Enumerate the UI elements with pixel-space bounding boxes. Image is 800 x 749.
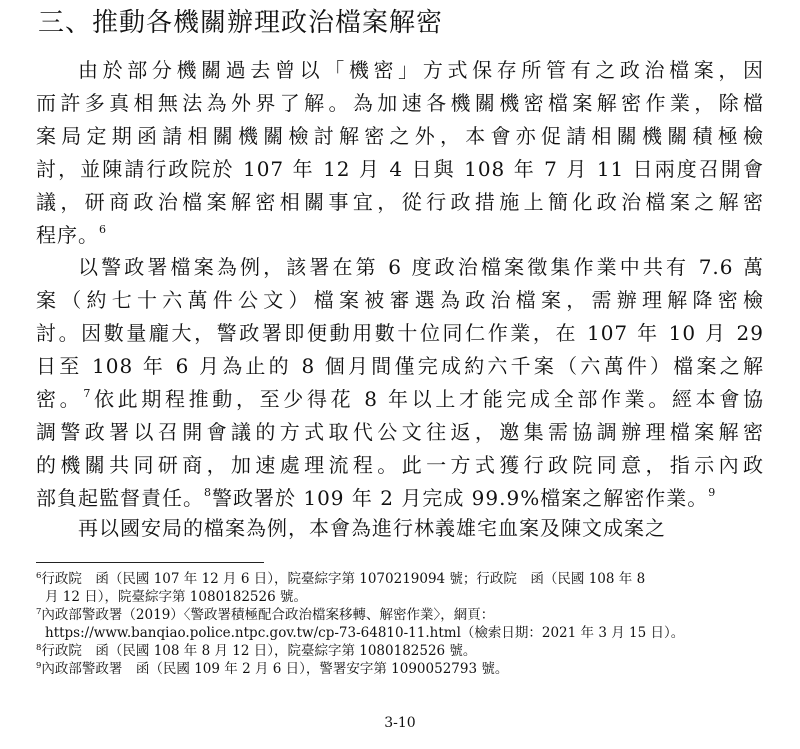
text-line: 以警政署檔案為例，該署在第 6 度政治檔案徵集作業中共有 7.6 萬 bbox=[78, 255, 764, 279]
paragraph-2 bbox=[36, 251, 764, 515]
footnote-number: 9 bbox=[36, 661, 42, 671]
footnote-text: 內政部警政署（2019）〈警政署積極配合政治檔案移轉、解密作業〉，網頁： bbox=[41, 607, 495, 623]
text-line: 再以國安局的檔案為例，本會為進行林義雄宅血案及陳文成案之 bbox=[78, 516, 666, 540]
paragraph-1 bbox=[36, 54, 764, 252]
footnote-ref-7[interactable]: 7 bbox=[83, 387, 92, 400]
text-line: 由於部分機關過去曾以「機密」方式保存所管有之政治檔案，因 bbox=[78, 58, 764, 82]
footnote-ref-9[interactable]: 9 bbox=[708, 486, 717, 499]
text-line: 而許多真相無法為外界了解。為加速各機關機密檔案解密作業，除檔 bbox=[36, 91, 764, 115]
footnote-text: 行政院 函（民國 107 年 12 月 6 日），院臺綜字第 1070219094 號；行政院 函（民國 108 年 8 bbox=[41, 571, 646, 587]
footnote-text: 行政院 函（民國 108 年 8 月 12 日），院臺綜字第 1080182526 號。 bbox=[41, 643, 477, 659]
text-line: 案局定期函請相關機關檢討解密之外，本會亦促請相關機關積極檢 bbox=[36, 124, 764, 148]
text-line: 的機關共同研商，加速處理流程。此一方式獲行政院同意，指示內政 bbox=[36, 453, 764, 477]
footnotes bbox=[36, 570, 776, 678]
text-line bbox=[36, 219, 764, 252]
footnote-ref-6[interactable]: 6 bbox=[99, 223, 107, 236]
text-line: 討，並陳請行政院於 107 年 12 月 4 日與 108 年 7 月 11 日兩度召開會 bbox=[36, 157, 764, 181]
footnote-number: 6 bbox=[36, 571, 42, 581]
text-line bbox=[36, 383, 764, 416]
footnote-number: 8 bbox=[36, 643, 42, 653]
text-segment: 警政署於 109 年 2 月完成 99.9%檔案之解密作業。 bbox=[212, 486, 709, 510]
footnote-7 bbox=[36, 606, 776, 642]
text-line: 討。因數量龐大，警政署即便動用數十位同仁作業，在 107 年 10 月 29 bbox=[36, 321, 764, 345]
paragraph-3 bbox=[36, 512, 764, 545]
text-line: 調警政署以召開會議的方式取代公文往返，邀集需協調辦理檔案解密 bbox=[36, 420, 764, 444]
text-segment: 部負起監督責任。 bbox=[36, 486, 204, 510]
text-line bbox=[36, 482, 764, 515]
text-line: 日至 108 年 6 月為止的 8 個月間僅完成約六千案（六萬件）檔案之解 bbox=[36, 354, 764, 378]
footnote-ref-8[interactable]: 8 bbox=[204, 486, 212, 499]
page-number: 3-10 bbox=[384, 715, 416, 731]
section-heading: 三、推動各機關辦理政治檔案解密 bbox=[38, 8, 444, 38]
footnote-text: 月 12 日），院臺綜字第 1080182526 號。 bbox=[45, 589, 307, 605]
footnote-url[interactable]: https://www.banqiao.police.ntpc.gov.tw/cp-73-64810-11.html（檢索日期：2021 年 3 月 15 日）。 bbox=[45, 625, 685, 641]
text-segment: 密。 bbox=[36, 387, 84, 411]
footnote-8 bbox=[36, 642, 776, 660]
footnote-number: 7 bbox=[36, 607, 42, 617]
text-segment: 程序。 bbox=[36, 223, 99, 247]
text-line: 案（約七十六萬件公文）檔案被審選為政治檔案，需辦理解降密檢 bbox=[36, 288, 764, 312]
footnote-text: 內政部警政署 函（民國 109 年 2 月 6 日），警署安字第 1090052793 號。 bbox=[41, 661, 509, 677]
footnote-9 bbox=[36, 660, 776, 678]
footnote-divider bbox=[36, 562, 264, 563]
text-segment: 依此期程推動，至少得花 8 年以上才能完成全部作業。經本會協 bbox=[91, 387, 764, 411]
footnote-6 bbox=[36, 570, 776, 606]
text-line: 議，研商政治檔案解密相關事宜，從行政措施上簡化政治檔案之解密 bbox=[36, 190, 764, 214]
